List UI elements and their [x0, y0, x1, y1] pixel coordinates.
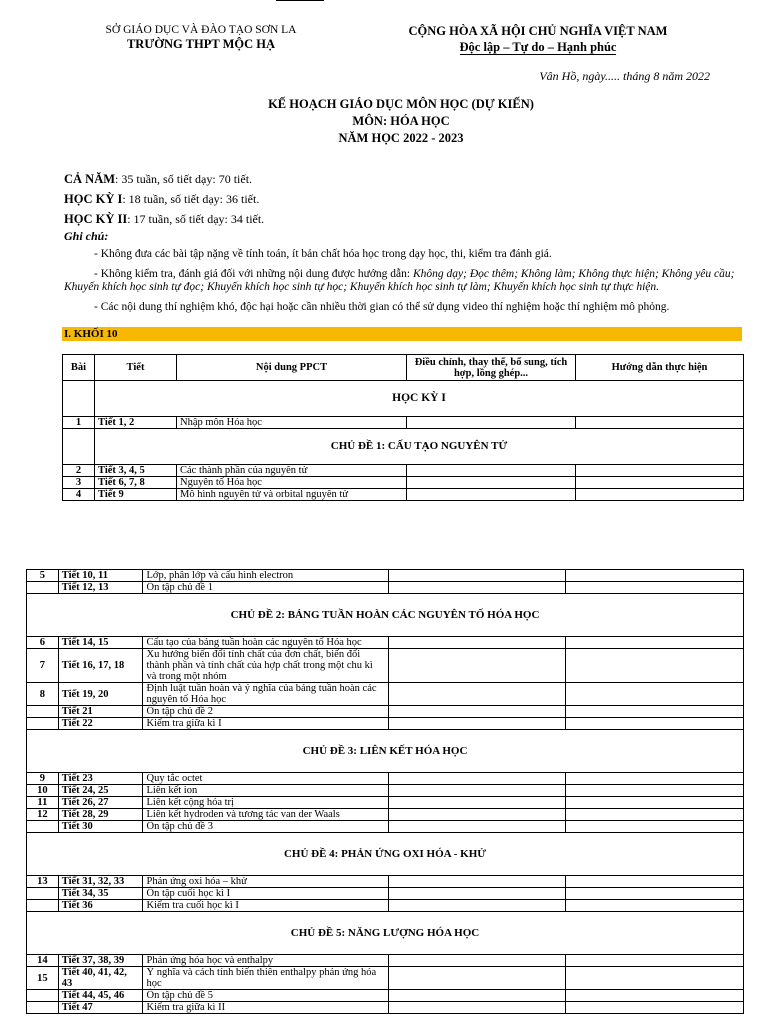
school-year: NĂM HỌC 2022 - 2023	[338, 131, 464, 145]
dateline: Vân Hồ, ngày..... tháng 8 năm 2022	[539, 69, 710, 83]
section-heading: I. KHỐI 10	[62, 327, 742, 341]
adjust-cell	[389, 809, 566, 821]
guide-cell	[566, 706, 744, 718]
adjust-cell	[407, 465, 576, 477]
table-row	[27, 955, 744, 967]
guide-cell	[566, 888, 744, 900]
notes-block	[64, 248, 746, 321]
table-row	[27, 990, 744, 1002]
period-cell: Tiết 24, 25	[58, 785, 143, 797]
period-cell: Tiết 23	[58, 773, 143, 785]
curriculum-table-part-1	[62, 354, 744, 501]
summary-term-2: HỌC KỲ II: 17 tuần, số tiết dạy: 34 tiết.	[64, 212, 265, 226]
content-cell: Ôn tập chủ đề 2	[143, 706, 389, 718]
table-row	[63, 489, 744, 501]
guide-cell	[566, 773, 744, 785]
guide-cell	[566, 582, 744, 594]
lesson-number: 5	[27, 570, 59, 582]
adjust-cell	[389, 718, 566, 730]
content-cell: Ý nghĩa và cách tính biến thiên enthalpy phản ứng hóa học	[143, 967, 389, 990]
guide-cell	[566, 1002, 744, 1014]
guide-cell	[566, 649, 744, 683]
period-cell: Tiết 44, 45, 46	[58, 990, 143, 1002]
adjust-cell	[389, 797, 566, 809]
table-row	[27, 967, 744, 990]
document-title-block	[96, 96, 706, 147]
table-row	[27, 570, 744, 582]
document-title: KẾ HOẠCH GIÁO DỤC MÔN HỌC (DỰ KIẾN)	[268, 97, 534, 111]
lesson-number: 4	[63, 489, 95, 501]
period-cell: Tiết 6, 7, 8	[95, 477, 177, 489]
content-cell: Nguyên tố Hóa học	[177, 477, 407, 489]
adjust-cell	[389, 706, 566, 718]
table-row	[27, 773, 744, 785]
adjust-cell	[389, 582, 566, 594]
period-cell: Tiết 30	[58, 821, 143, 833]
table-row	[63, 477, 744, 489]
content-cell: Ôn tập chủ đề 3	[143, 821, 389, 833]
content-cell: Ôn tập chủ đề 1	[143, 582, 389, 594]
guide-cell	[566, 809, 744, 821]
guide-cell	[566, 718, 744, 730]
content-cell: Ôn tập cuối học kì I	[143, 888, 389, 900]
content-cell: Quy tắc octet	[143, 773, 389, 785]
content-cell: Lớp, phân lớp và cấu hình electron	[143, 570, 389, 582]
content-cell: Kiểm tra cuối học kì I	[143, 900, 389, 912]
semester-heading: HỌC KỲ I	[95, 381, 744, 417]
adjust-cell	[389, 876, 566, 888]
period-cell: Tiết 12, 13	[58, 582, 143, 594]
adjust-cell	[407, 417, 576, 429]
period-cell: Tiết 9	[95, 489, 177, 501]
adjust-cell	[389, 821, 566, 833]
topic-row	[63, 429, 744, 465]
guide-cell	[566, 990, 744, 1002]
period-cell: Tiết 19, 20	[58, 683, 143, 706]
adjust-cell	[389, 955, 566, 967]
header-right	[378, 24, 698, 55]
adjust-cell	[407, 489, 576, 501]
col-header-adjust: Điều chỉnh, thay thế, bổ sung, tích hợp, lồng ghép...	[407, 355, 576, 381]
period-cell: Tiết 14, 15	[58, 637, 143, 649]
lesson-number	[27, 1002, 59, 1014]
curriculum-table-part-2	[26, 569, 744, 1014]
school-name: TRƯỜNG THPT MỘC HẠ	[126, 37, 276, 51]
guide-cell	[576, 477, 744, 489]
adjust-cell	[389, 570, 566, 582]
lesson-number: 10	[27, 785, 59, 797]
lesson-number	[27, 888, 59, 900]
period-cell: Tiết 37, 38, 39	[58, 955, 143, 967]
guide-cell	[566, 876, 744, 888]
table-row	[63, 465, 744, 477]
period-cell: Tiết 40, 41, 42, 43	[58, 967, 143, 990]
content-cell: Phản ứng hóa học và enthalpy	[143, 955, 389, 967]
content-cell: Cấu tạo của bảng tuần hoàn các nguyên tố Hóa học	[143, 637, 389, 649]
topic-heading: CHỦ ĐỀ 2: BẢNG TUẦN HOÀN CÁC NGUYÊN TỐ HÓA HỌC	[27, 594, 744, 637]
topic-heading: CHỦ ĐỀ 5: NĂNG LƯỢNG HÓA HỌC	[27, 912, 744, 955]
lesson-number: 8	[27, 683, 59, 706]
topic-row	[27, 912, 744, 955]
col-header-lesson: Bài	[63, 355, 95, 381]
lesson-number: 11	[27, 797, 59, 809]
guide-cell	[566, 955, 744, 967]
document-page-2	[0, 552, 768, 1024]
col-header-period: Tiết	[95, 355, 177, 381]
adjust-cell	[389, 888, 566, 900]
content-cell: Ôn tập chủ đề 5	[143, 990, 389, 1002]
notes-label: Ghi chú:	[64, 229, 109, 243]
guide-cell	[566, 637, 744, 649]
content-cell: Phản ứng oxi hóa – khử	[143, 876, 389, 888]
content-cell: Các thành phần của nguyên tử	[177, 465, 407, 477]
adjust-cell	[389, 773, 566, 785]
topic-row	[27, 730, 744, 773]
table-row	[27, 785, 744, 797]
lesson-number: 1	[63, 417, 95, 429]
table-row	[27, 809, 744, 821]
motto: Độc lập – Tự do – Hạnh phúc	[459, 40, 617, 54]
topic-heading: CHỦ ĐỀ 4: PHẢN ỨNG OXI HÓA - KHỬ	[27, 833, 744, 876]
topic-heading: CHỦ ĐỀ 3: LIÊN KẾT HÓA HỌC	[27, 730, 744, 773]
period-cell: Tiết 36	[58, 900, 143, 912]
subject-title: MÔN: HÓA HỌC	[352, 114, 450, 128]
adjust-cell	[389, 785, 566, 797]
summary-term-1: HỌC KỲ I: 18 tuần, số tiết dạy: 36 tiết.	[64, 192, 260, 206]
col-header-content: Nội dung PPCT	[177, 355, 407, 381]
semester-row	[63, 381, 744, 417]
lesson-number	[27, 990, 59, 1002]
guide-cell	[566, 570, 744, 582]
content-cell: Định luật tuần hoàn và ý nghĩa của bảng tuần hoàn các nguyên tố Hóa học	[143, 683, 389, 706]
lesson-number	[27, 582, 59, 594]
period-cell: Tiết 16, 17, 18	[58, 649, 143, 683]
period-cell: Tiết 31, 32, 33	[58, 876, 143, 888]
top-rule	[276, 0, 324, 1]
lesson-number: 13	[27, 876, 59, 888]
guide-cell	[566, 797, 744, 809]
table-row	[27, 637, 744, 649]
guide-cell	[566, 683, 744, 706]
note-2: - Không kiểm tra, đánh giá đối với những nội dung được hướng dẫn: Không dạy; Đọc thêm; Không làm; Không thực hiện; Không yêu cầu; Khuyến khích học sinh tự đọc; Khuyến khích học sinh tự học; Khuyến khích học sinh tự làm; Khuyến khích học sinh tự thực hiện.	[64, 268, 735, 293]
table-row	[63, 417, 744, 429]
guide-cell	[566, 821, 744, 833]
lesson-number: 12	[27, 809, 59, 821]
lesson-number	[27, 718, 59, 730]
table-row	[27, 649, 744, 683]
period-cell: Tiết 1, 2	[95, 417, 177, 429]
motto-line	[378, 40, 698, 55]
lesson-number: 2	[63, 465, 95, 477]
adjust-cell	[389, 967, 566, 990]
content-cell: Kiểm tra giữa kì II	[143, 1002, 389, 1014]
lesson-number	[27, 821, 59, 833]
adjust-cell	[389, 637, 566, 649]
adjust-cell	[407, 477, 576, 489]
content-cell: Liên kết hydroden và tương tác van der Waals	[143, 809, 389, 821]
table-row	[27, 876, 744, 888]
adjust-cell	[389, 683, 566, 706]
period-cell: Tiết 26, 27	[58, 797, 143, 809]
topic-row	[27, 594, 744, 637]
table-header-row	[63, 355, 744, 381]
lesson-number: 7	[27, 649, 59, 683]
lesson-number	[27, 900, 59, 912]
period-cell: Tiết 21	[58, 706, 143, 718]
col-header-guide: Hướng dẫn thực hiện	[576, 355, 744, 381]
lesson-number: 14	[27, 955, 59, 967]
content-cell: Kiểm tra giữa kì I	[143, 718, 389, 730]
header-left	[96, 24, 306, 52]
guide-cell	[576, 417, 744, 429]
period-cell: Tiết 22	[58, 718, 143, 730]
topic-heading: CHỦ ĐỀ 1: CẤU TẠO NGUYÊN TỬ	[95, 429, 744, 465]
content-cell: Xu hướng biến đổi tính chất của đơn chất, biến đổi thành phần và tính chất của hợp chất trong một chu kì và trong một nhóm	[143, 649, 389, 683]
table-row	[27, 1002, 744, 1014]
adjust-cell	[389, 900, 566, 912]
content-cell: Nhập môn Hóa học	[177, 417, 407, 429]
table-row	[27, 582, 744, 594]
guide-cell	[576, 465, 744, 477]
topic-row	[27, 833, 744, 876]
note-1: - Không đưa các bài tập nặng về tính toán, ít bản chất hóa học trong dạy học, thi, kiểm tra đánh giá.	[94, 248, 552, 260]
table-row	[27, 683, 744, 706]
guide-cell	[566, 967, 744, 990]
table-row	[27, 706, 744, 718]
guide-cell	[566, 785, 744, 797]
adjust-cell	[389, 1002, 566, 1014]
adjust-cell	[389, 649, 566, 683]
content-cell: Liên kết cộng hóa trị	[143, 797, 389, 809]
table-row	[27, 888, 744, 900]
period-cell: Tiết 47	[58, 1002, 143, 1014]
period-cell: Tiết 10, 11	[58, 570, 143, 582]
department-name: SỞ GIÁO DỤC VÀ ĐÀO TẠO SƠN LA	[105, 24, 297, 36]
guide-cell	[576, 489, 744, 501]
nation-name: CỘNG HÒA XÃ HỘI CHỦ NGHĨA VIỆT NAM	[408, 24, 668, 38]
lesson-number: 9	[27, 773, 59, 785]
table-row	[27, 797, 744, 809]
summary-block	[64, 169, 744, 229]
content-cell: Liên kết ion	[143, 785, 389, 797]
period-cell: Tiết 3, 4, 5	[95, 465, 177, 477]
content-cell: Mô hình nguyên tử và orbital nguyên tử	[177, 489, 407, 501]
table-row	[27, 900, 744, 912]
summary-full-year: CẢ NĂM: 35 tuần, số tiết dạy: 70 tiết.	[64, 172, 253, 186]
lesson-number: 6	[27, 637, 59, 649]
note-3: - Các nội dung thí nghiệm khó, độc hại hoặc cần nhiều thời gian có thể sử dụng video thí nghiệm hoặc thí nghiệm mô phỏng.	[94, 301, 670, 313]
table-row	[27, 718, 744, 730]
lesson-number	[27, 706, 59, 718]
period-cell: Tiết 28, 29	[58, 809, 143, 821]
table-row	[27, 821, 744, 833]
lesson-number: 15	[27, 967, 59, 990]
lesson-number: 3	[63, 477, 95, 489]
period-cell: Tiết 34, 35	[58, 888, 143, 900]
guide-cell	[566, 900, 744, 912]
adjust-cell	[389, 990, 566, 1002]
